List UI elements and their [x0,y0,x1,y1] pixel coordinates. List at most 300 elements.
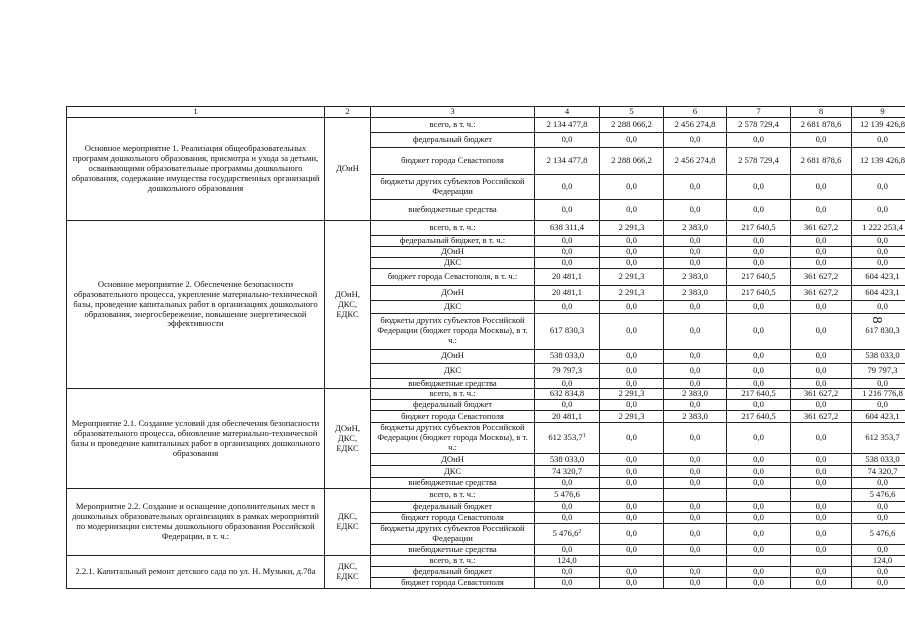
amount-value: 0,0 [689,350,701,361]
amount-value: 0,0 [689,300,701,311]
amount-cell [600,363,664,378]
activity-name: Основное мероприятие 2. Обеспечение безопасности образовательного процесса, укрепление материально-технической базы, проведение капитальных работ в организациях дошкольного образования, энергосбережение, повышение энергетической эффективности [67,220,325,389]
executor: ДОиН, ДКС, ЕДКС [325,220,371,389]
funding-source: всего, в т. ч.: [371,117,535,132]
amount-value: 0,0 [753,133,764,144]
amount-cell [852,411,905,423]
amount-cell [791,478,852,489]
funding-source: бюджет города Севастополя [371,147,535,174]
amount-cell [791,400,852,411]
amount-cell [727,423,791,454]
amount-cell [852,502,905,513]
amount-value: 0,0 [877,203,888,214]
amount-value: 0,0 [753,378,764,388]
amount-cell [852,117,905,132]
amount-cell [664,349,727,363]
amount-value: 2 288 066,2 [611,118,652,129]
amount-value: 79 797,3 [551,364,583,375]
amount-cell [727,246,791,257]
amount-cell [535,363,600,378]
amount-value: 0,0 [626,246,637,256]
amount-value: 0,0 [626,300,637,311]
amount-cell [664,378,727,389]
amount-cell [791,313,852,349]
amount-cell [664,268,727,285]
amount-value: 0,0 [877,544,888,555]
executor: ДОиН, ДКС, ЕДКС [325,389,371,489]
amount-cell [535,300,600,313]
amount-cell [664,400,727,411]
amount-cell [535,235,600,246]
amount-cell [727,174,791,199]
amount-value: 0,0 [877,566,888,577]
amount-value: 0,0 [561,246,573,256]
amount-cell [600,117,664,132]
amount-value: 74 320,7 [867,465,898,476]
amount-value: 0,0 [815,432,827,443]
amount-cell [852,378,905,389]
amount-cell [852,578,905,589]
column-number: 1 [67,107,325,118]
amount-value: 0,0 [815,246,827,256]
amount-cell [727,454,791,466]
amount-value: 0,0 [689,528,701,539]
amount-value: 0,0 [626,512,637,523]
funding-source: внебюджетные средства [371,378,535,389]
amount-cell [791,454,852,466]
amount-value: 217 640,5 [741,410,776,421]
amount-cell [600,423,664,454]
amount-cell [852,400,905,411]
amount-cell [727,389,791,400]
amount-value: 0,0 [877,477,888,488]
amount-value: 2 383,0 [682,410,708,421]
amount-value: 0,0 [689,325,701,336]
executor: ДКС, ЕДКС [325,556,371,589]
activity-name: Мероприятие 2.1. Создание условий для обеспечения безопасности образовательного процесса, обновление материально-технической базы и проведение капитальных работ в организациях дошкольного образования [67,389,325,489]
amount-value: 2 134 477,8 [546,154,588,165]
amount-cell [852,132,905,147]
amount-value: 5 476,6 [552,528,579,539]
amount-cell [727,502,791,513]
amount-value: 538 033,0 [865,453,900,464]
amount-cell [791,389,852,400]
amount-value: 0,0 [626,501,637,512]
amount-cell [600,513,664,524]
amount-cell [727,147,791,174]
amount-value: 0,0 [877,512,888,523]
amount-cell [535,268,600,285]
amount-cell [664,199,727,220]
amount-value: 1 222 253,4 [862,221,903,232]
amount-value: 2 383,0 [682,388,708,399]
amount-value: 0,0 [815,501,827,512]
amount-value: 0,0 [689,203,701,214]
amount-cell [535,117,600,132]
amount-value: 0,0 [561,133,573,144]
amount-value: 0,0 [815,203,827,214]
amount-value: 2 383,0 [682,221,708,232]
amount-cell [600,378,664,389]
amount-value: 0,0 [815,364,827,375]
amount-cell [535,147,600,174]
amount-value: 0,0 [815,477,827,488]
amount-cell [535,313,600,349]
amount-value: 0,0 [815,257,827,267]
funding-source: бюджет города Севастополя [371,578,535,589]
amount-cell [727,349,791,363]
funding-source: внебюджетные средства [371,545,535,556]
amount-cell [852,556,905,567]
amount-value: 0,0 [753,364,764,375]
amount-cell [600,389,664,400]
amount-cell [664,300,727,313]
amount-cell [852,268,905,285]
amount-cell [535,567,600,578]
amount-cell [535,246,600,257]
amount-cell [664,363,727,378]
footnote-mark: 2 [578,529,582,536]
amount-value: 0,0 [689,378,701,388]
amount-cell [727,411,791,423]
amount-value: 0,0 [689,577,701,587]
amount-cell [664,147,727,174]
amount-value: 0,0 [753,528,764,539]
column-number: 9 [852,107,905,118]
amount-cell [600,411,664,423]
amount-cell [791,246,852,257]
column-number-row [67,107,905,118]
amount-cell [791,174,852,199]
executor: ДОиН [325,117,371,220]
amount-cell [600,349,664,363]
amount-value: 0,0 [626,577,637,587]
amount-cell [535,454,600,466]
funding-source: федеральный бюджет [371,400,535,411]
amount-cell [600,556,664,567]
amount-value: 0,0 [689,133,701,144]
amount-cell [727,300,791,313]
amount-cell [664,524,727,545]
funding-source: всего, в т. ч.: [371,220,535,235]
amount-cell [727,363,791,378]
amount-cell [791,502,852,513]
amount-cell [664,502,727,513]
amount-value: 79 797,3 [867,364,898,375]
amount-value: 538 033,0 [549,350,585,361]
amount-value: 217 640,5 [741,286,776,297]
amount-value: 0,0 [689,566,701,577]
amount-cell [600,454,664,466]
amount-cell [664,454,727,466]
amount-cell [535,349,600,363]
amount-cell [600,502,664,513]
amount-cell [600,220,664,235]
amount-value: 0,0 [753,544,764,555]
amount-value: 2 578 729,4 [738,118,779,129]
amount-cell [791,578,852,589]
amount-value: 2 134 477,8 [546,118,588,129]
amount-value: 0,0 [877,378,888,388]
budget-table [66,106,905,589]
amount-cell [852,466,905,478]
amount-cell [664,567,727,578]
amount-value: 0,0 [689,180,701,191]
amount-cell [727,313,791,349]
amount-value: 0,0 [561,566,573,577]
amount-cell [664,466,727,478]
amount-cell [727,524,791,545]
table-row [67,117,905,132]
amount-cell [664,513,727,524]
amount-value: 20 481,1 [551,286,583,297]
amount-value: 0,0 [689,453,701,464]
amount-cell [727,268,791,285]
amount-cell [600,545,664,556]
amount-cell [727,466,791,478]
amount-cell [727,513,791,524]
amount-value: 0,0 [815,300,827,311]
amount-value: 0,0 [815,133,827,144]
amount-value: 0,0 [815,577,827,587]
amount-value: 604 423,1 [865,410,900,421]
amount-value: 604 423,1 [865,286,900,297]
amount-cell [535,411,600,423]
amount-cell [600,313,664,349]
amount-value: 0,0 [753,257,764,267]
amount-cell [727,220,791,235]
amount-cell [791,257,852,268]
amount-cell [600,132,664,147]
funding-source: бюджеты других субъектов Российской Федерации (бюджет города Москвы), в т. ч.: [371,423,535,454]
amount-cell [852,246,905,257]
amount-value: 0,0 [815,180,827,191]
amount-cell [664,313,727,349]
amount-cell [852,489,905,502]
amount-cell [600,285,664,300]
amount-value: 0,0 [626,364,637,375]
amount-value: 0,0 [626,235,637,245]
amount-value: 124,0 [872,555,893,566]
funding-source: ДКС [371,300,535,313]
amount-value: 124,0 [557,555,577,566]
amount-value: 0,0 [877,501,888,512]
amount-cell [852,313,905,349]
amount-value: 0,0 [561,512,573,523]
amount-value: 604 423,1 [865,270,900,281]
amount-value: 0,0 [561,235,573,245]
amount-cell [600,300,664,313]
amount-cell [535,513,600,524]
amount-cell [791,363,852,378]
amount-value: 217 640,5 [741,388,776,399]
funding-source: ДКС [371,257,535,268]
amount-value: 0,0 [689,512,701,523]
amount-cell [852,513,905,524]
amount-cell [852,545,905,556]
amount-value: 0,0 [626,528,637,539]
amount-value: 0,0 [561,180,573,191]
amount-value: 0,0 [877,399,888,410]
amount-value: 0,0 [753,203,764,214]
amount-cell [664,235,727,246]
amount-value: 2 291,3 [618,388,645,399]
amount-value: 0,0 [753,453,764,464]
amount-value: 0,0 [753,399,764,410]
amount-value: 0,0 [753,477,764,488]
amount-cell [852,454,905,466]
amount-cell [727,545,791,556]
amount-cell [664,545,727,556]
amount-value: 5 476,6 [869,489,896,500]
amount-value: 0,0 [561,577,573,587]
amount-value: 0,0 [753,246,764,256]
amount-cell [535,199,600,220]
amount-value: 0,0 [626,566,637,577]
amount-cell [535,174,600,199]
funding-source: внебюджетные средства [371,478,535,489]
amount-cell [535,220,600,235]
funding-source: федеральный бюджет [371,502,535,513]
amount-value: 0,0 [753,325,764,336]
amount-value: 2 291,3 [618,286,645,297]
amount-value: 361 627,2 [803,286,839,297]
amount-cell [664,411,727,423]
amount-value: 0,0 [561,477,573,488]
amount-value: 5 476,6 [869,528,896,539]
amount-value: 0,0 [753,465,764,476]
amount-value: 0,0 [626,432,637,443]
amount-cell [600,466,664,478]
amount-cell [535,502,600,513]
funding-source: ДОиН [371,454,535,466]
amount-cell [600,524,664,545]
page-number: 8 [869,316,884,324]
amount-cell [535,285,600,300]
amount-cell [791,545,852,556]
amount-cell [535,132,600,147]
amount-cell [852,199,905,220]
amount-cell [664,174,727,199]
amount-value: 538 033,0 [549,453,585,464]
amount-cell [852,174,905,199]
amount-cell [852,220,905,235]
amount-value: 0,0 [689,465,701,476]
amount-value: 0,0 [561,544,573,555]
amount-value: 0,0 [689,432,701,443]
amount-value: 2 383,0 [682,286,708,297]
amount-cell [535,257,600,268]
amount-value: 0,0 [815,512,827,523]
activity-name: 2.2.1. Капитальный ремонт детского сада по ул. Н. Музыки, д.78а [67,556,325,589]
amount-cell [852,235,905,246]
amount-value: 0,0 [626,257,637,267]
amount-value: 617 830,3 [865,325,900,336]
amount-value: 74 320,7 [551,465,583,476]
column-number: 8 [791,107,852,118]
amount-value: 538 033,0 [865,350,900,361]
amount-value: 0,0 [689,544,701,555]
funding-source: бюджеты других субъектов Российской Федерации [371,174,535,199]
activity-name: Мероприятие 2.2. Создание и оснащение дополнительных мест в дошкольных образовательных организациях в рамках мероприятий по модернизации системы дошкольного образования Российской Федерации, в т. ч.: [67,489,325,556]
amount-value: 2 681 878,6 [800,154,842,165]
amount-value: 0,0 [626,465,637,476]
amount-value: 0,0 [561,257,573,267]
amount-value: 0,0 [815,399,827,410]
amount-cell [535,524,600,545]
amount-cell [535,423,600,454]
amount-cell [664,220,727,235]
amount-value: 0,0 [877,180,888,191]
amount-cell [664,117,727,132]
amount-value: 0,0 [561,378,573,388]
amount-value: 612 353,7 [548,432,583,443]
amount-value: 2 291,3 [618,410,645,421]
column-number: 3 [371,107,535,118]
amount-cell [791,466,852,478]
funding-source: ДКС [371,466,535,478]
amount-value: 0,0 [877,300,888,311]
amount-value: 0,0 [626,325,637,336]
funding-source: ДОиН [371,285,535,300]
amount-value: 361 627,2 [803,410,839,421]
funding-source: бюджет города Севастополя [371,513,535,524]
amount-value: 12 139 426,8 [859,118,905,129]
amount-cell [791,235,852,246]
amount-value: 0,0 [753,350,764,361]
amount-cell [791,300,852,313]
amount-value: 217 640,5 [741,270,776,281]
amount-value: 617 830,3 [549,325,585,336]
amount-cell [600,246,664,257]
amount-value: 0,0 [689,246,701,256]
amount-cell [535,389,600,400]
amount-cell [791,220,852,235]
column-number: 5 [600,107,664,118]
amount-cell [852,363,905,378]
amount-value: 0,0 [689,235,701,245]
amount-value: 0,0 [626,477,637,488]
amount-cell [600,235,664,246]
amount-value: 0,0 [561,399,573,410]
amount-cell [791,117,852,132]
funding-source: федеральный бюджет [371,132,535,147]
amount-cell [791,524,852,545]
table-row [67,489,905,502]
amount-cell [664,423,727,454]
amount-cell [791,423,852,454]
amount-cell [791,378,852,389]
amount-cell [852,389,905,400]
amount-value: 0,0 [815,350,827,361]
table-row [67,389,905,400]
amount-cell [727,199,791,220]
amount-cell [791,132,852,147]
funding-source: ДОиН [371,246,535,257]
amount-value: 1 216 776,8 [862,388,903,399]
amount-value: 0,0 [815,235,827,245]
amount-value: 638 311,4 [549,221,585,232]
amount-cell [600,257,664,268]
amount-cell [664,489,727,502]
footnote-mark: 1 [582,433,586,440]
amount-cell [727,489,791,502]
amount-value: 2 291,3 [618,270,645,281]
amount-cell [791,147,852,174]
amount-cell [535,545,600,556]
amount-value: 0,0 [689,364,701,375]
amount-cell [727,556,791,567]
